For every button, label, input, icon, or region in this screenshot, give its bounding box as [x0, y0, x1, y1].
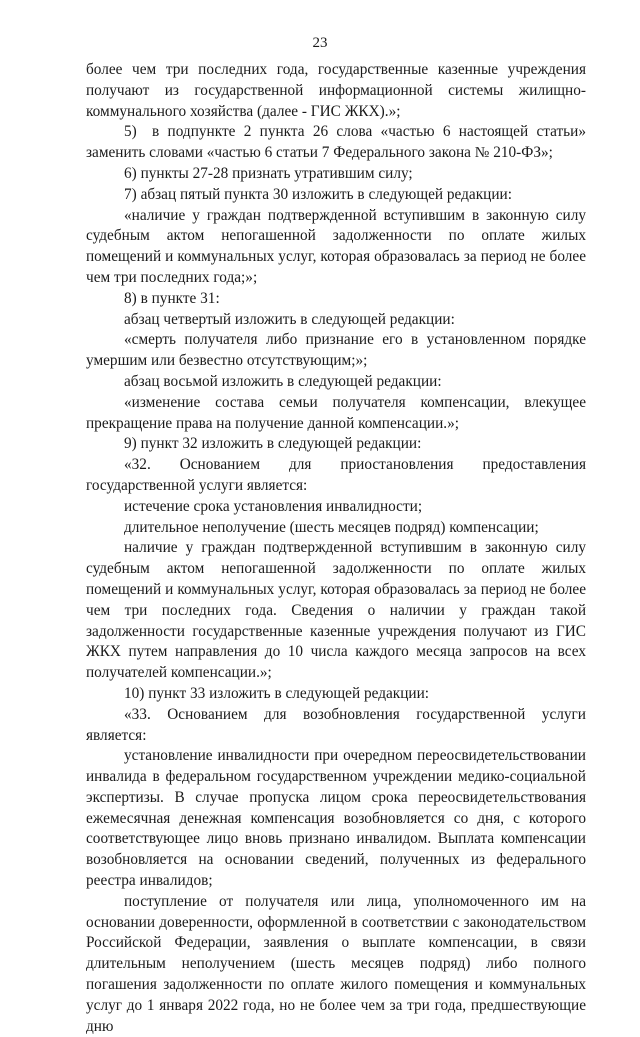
paragraph-item-8-abzac-8-text: «изменение состава семьи получателя компенсации, влекущее прекращение права на получение данной компенсации.»; [86, 393, 586, 432]
paragraph-item-6: 6) пункты 27-28 признать утратившим силу; [124, 164, 413, 182]
paragraph-item-9: 9) пункт 32 изложить в следующей редакции: [124, 435, 422, 453]
paragraph-item-32-reason-3: наличие у граждан подтвержденной вступившим в законную силу судебным актом непогашенной задолженности по оплате жилых помещений и коммунальных услуг, которая образовалась за период не более чем три последних года. Сведения о наличии у граждан такой задолженности государственные казенные учреждения получают из ГИС ЖКХ путем направления до 10 числа каждого месяца запросов на всех получателей компенсации.»; [86, 539, 586, 682]
paragraph-item-33: «33. Основанием для возобновления государственной услуги является: [86, 705, 586, 744]
paragraph-item-7: 7) абзац пятый пункта 30 изложить в следующей редакции: [124, 185, 512, 203]
page-number: 23 [312, 35, 328, 51]
paragraph-item-8-abzac-8: абзац восьмой изложить в следующей редакции: [124, 372, 442, 390]
paragraph-item-32: «32. Основанием для приостановления предоставления государственной услуги является: [86, 456, 586, 494]
paragraph-item-32-reason-1: истечение срока установления инвалидности; [124, 497, 423, 515]
paragraph-item-5: 5) в подпункте 2 пункта 26 слова «частью 6 настоящей статьи» заменить словами «частью 6 статьи 7 Федерального закона № 210-ФЗ»; [86, 123, 586, 162]
paragraph-item-33-reason-1: установление инвалидности при очередном переосвидетельствовании инвалида в федеральном государственном учреждении медико-социальной экспертизы. В случае пропуска лицом срока переосвидетельствования ежемесячная денежная компенсация возобновляется со дня, с которого соответствующее лицо вновь признано инвалидом. Выплата компенсации возобновляется на основании сведений, полученных из федерального реестра инвалидов; [86, 747, 586, 890]
paragraph-item-10: 10) пункт 33 изложить в следующей редакции: [124, 684, 430, 702]
paragraph-item-8: 8) в пункте 31: [124, 289, 220, 307]
paragraph-item-32-reason-2: длительное неполучение (шесть месяцев подряд) компенсации; [124, 518, 539, 536]
paragraph-item-7-text: «наличие у граждан подтвержденной вступившим в законную силу судебным актом непогашенной задолженности по оплате жилых помещений и коммунальных услуг, которая образовалась за период не более чем три последних года;»; [86, 206, 586, 286]
paragraph-continuation: более чем три последних года, государственные казенные учреждения получают из государственной информационной системы жилищно-коммунального хозяйства (далее - ГИС ЖКХ).»; [86, 61, 586, 120]
paragraph-item-8-abzac-4: абзац четвертый изложить в следующей редакции: [124, 310, 455, 328]
paragraph-item-33-reason-2: поступление от получателя или лица, уполномоченного им на основании доверенности, оформленной в соответствии с законодательством Российской Федерации, заявления о выплате компенсации, в связи длительным неполучением (шесть месяцев подряд) либо полного погашения задолженности по оплате жилого помещения и коммунальных услуг до 1 января 2022 года, но не более чем за три года, предшествующие дню [86, 892, 586, 1035]
paragraph-item-8-abzac-4-text: «смерть получателя либо признание его в установленном порядке умершим или безвестно отсутствующим;»; [86, 331, 586, 370]
document-body [86, 60, 586, 1037]
